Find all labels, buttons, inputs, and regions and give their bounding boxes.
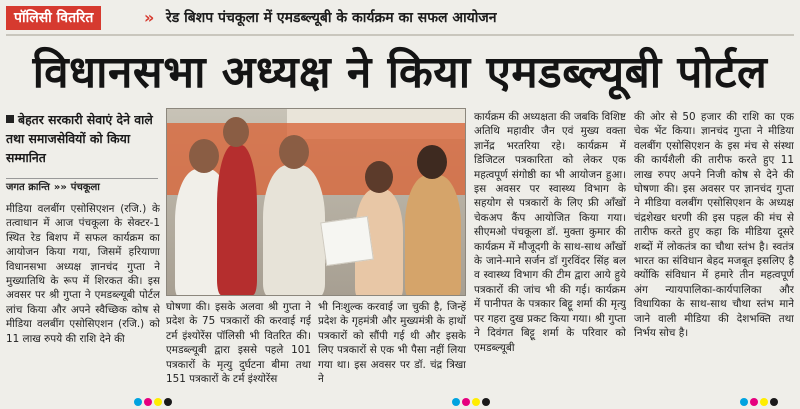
cyan-dot [134,398,142,406]
magenta-dot [144,398,152,406]
sub-headline: रेड बिशप पंचकूला में एमडब्ल्यूबी के कार्यक्रम का सफल आयोजन [166,10,497,26]
article-column-3: भी निःशुल्क करवाई जा चुकी है, जिन्हें प्रदेश के गृहमंत्री और मुख्यमंत्री के हाथों पत्रकारों को सौंपी गई थी और इसके लिए पत्रकारों से एक भी पैसा नहीं लिया गया था। इस अवसर पर डॉ. चंद्र त्रिखा ने [318,301,466,386]
magenta-dot [462,398,470,406]
photo-person-5 [405,175,461,296]
photo-person-1-head [189,139,219,173]
article-column-4: कार्यक्रम की अध्यक्षता की जबकि विशिष्ट अतिथि महावीर जैन एवं मुख्य वक्ता ज्ञानेंद्र भरतरिया रहे। कार्यक्रम में डिजिटल पत्रकारिता को लेकर एक महत्वपूर्ण संगोष्ठी का भी आयोजन हुआ। इस अवसर पर स्वास्थ्य विभाग के सहयोग से पत्रकारों के लिए फ्री आँखों चेकअप कैंप आयोजित किया गया। सीएमओ पंचकूला डॉ. मुक्ता कुमार की कार्यक्रम में मौजूदगी के साथ-साथ आँखों के जाने-माने सर्जन डॉ गुरविंदर सिंह बल व स्वास्थ्य विभाग की टीम द्वारा आये हुये पत्रकारों की जांच भी की गई। कार्यक्रम में पानीपत के पत्रकार बिट्टू शर्मा की मृत्यु पर गहरा दुख प्रकट किया गया। श्री गुप्ता ने दिवंगत बिट्टू शर्मा के परिवार को एमडब्ल्यूबी [474,111,626,354]
article-column-2: घोषणा की। इसके अलवा श्री गुप्ता ने प्रदेश के 75 पत्रकारों की करवाई गई टर्म इंश्योरेंस पॉलिसी भी वितरित की। एमडब्ल्यूबी द्वारा इससे पहले 101 पत्रकारों के मृत्यु दुर्घटना बीमा तथा 151 पत्रकारों के टर्म इंश्योरेंस [166,301,311,386]
photo-person-4-head [365,161,393,193]
photo-person-5-head [417,145,447,179]
section-arrows: » [144,8,155,27]
black-dot [770,398,778,406]
header-strip [6,4,794,30]
yellow-dot [760,398,768,406]
photo-person-2-head [223,117,249,147]
lead-text [6,110,158,167]
photo-person-3-head [279,135,309,169]
article-column-5: की ओर से 50 हजार की राशि का एक चेक भेंट किया। ज्ञानचंद गुप्ता ने मीडिया वलबींग एसोसिएशन के इस मंच से संस्था की कार्यशैली की तारीफ करते हुए 11 लाख रुपए अपने निजी कोष से देने की घोषणा की। इस अवसर पर ज्ञानचंद गुप्ता ने मीडिया वलबींग एसोसिएशन के अध्यक्ष चंद्रशेखर धरणी की इस पहल की मंच से तारीफ करते हुए कहा कि मीडिया दूसरे शब्दों में लोकतंत्र का चौथा स्तंभ है। स्वतंत्र भारत का संविधान बेहद मजबूत इसलिए है क्योंकि संविधान में हमारे तीन महत्वपूर्ण अंग न्यायपालिका-कार्यपालिका और विधायिका के साथ-साथ चौथा स्तंभ माने जाने वाली मीडिया की देशभक्ति तथा निर्भय सोच है। [634,111,794,340]
photo-person-2 [217,145,257,295]
event-photo [166,108,466,296]
cyan-dot [740,398,748,406]
black-dot [164,398,172,406]
header-divider [6,34,794,36]
cyan-dot [452,398,460,406]
dateline [6,178,158,196]
photo-person-3 [263,165,325,296]
bullet-square-icon [6,115,14,123]
magenta-dot [750,398,758,406]
photo-certificate [320,216,374,266]
print-registration-dots-3 [740,398,778,406]
print-registration-dots-1 [134,398,172,406]
section-tag: पॉलिसी वितरित [6,6,101,30]
lead-text-body: बेहतर सरकारी सेवाएं देने वाले तथा समाजसेवियों को किया सम्मानित [6,112,153,165]
dateline-arrows: »» [53,182,67,193]
print-registration-dots-2 [452,398,490,406]
yellow-dot [472,398,480,406]
article-column-1: मीडिया वलबींग एसोसिएशन (रजि.) के तत्वाधान में आज पंचकूला के सेक्टर-1 स्थित रेड बिशप में सफल कार्यक्रम का आयोजन किया गया, जिसमें हरियाणा विधानसभा अध्यक्ष ज्ञानचंद गुप्ता ने मुख्यातिथि के रूप में शिरकत की। इस अवसर पर श्री गुप्ता ने एमडब्ल्यूबी पोर्टल लांच किया और अपने स्वैच्छिक कोष से मीडिया वलबींग एसोसिएशन (रजि.) को 11 लाख रुपये की राशि देने की [6,203,160,345]
main-headline: विधानसभा अध्यक्ष ने किया एमडब्ल्यूबी पोर्टल [32,47,768,98]
yellow-dot [154,398,162,406]
dateline-source: जगत क्रान्ति [6,182,50,193]
dateline-place: पंचकूला [70,182,100,193]
black-dot [482,398,490,406]
